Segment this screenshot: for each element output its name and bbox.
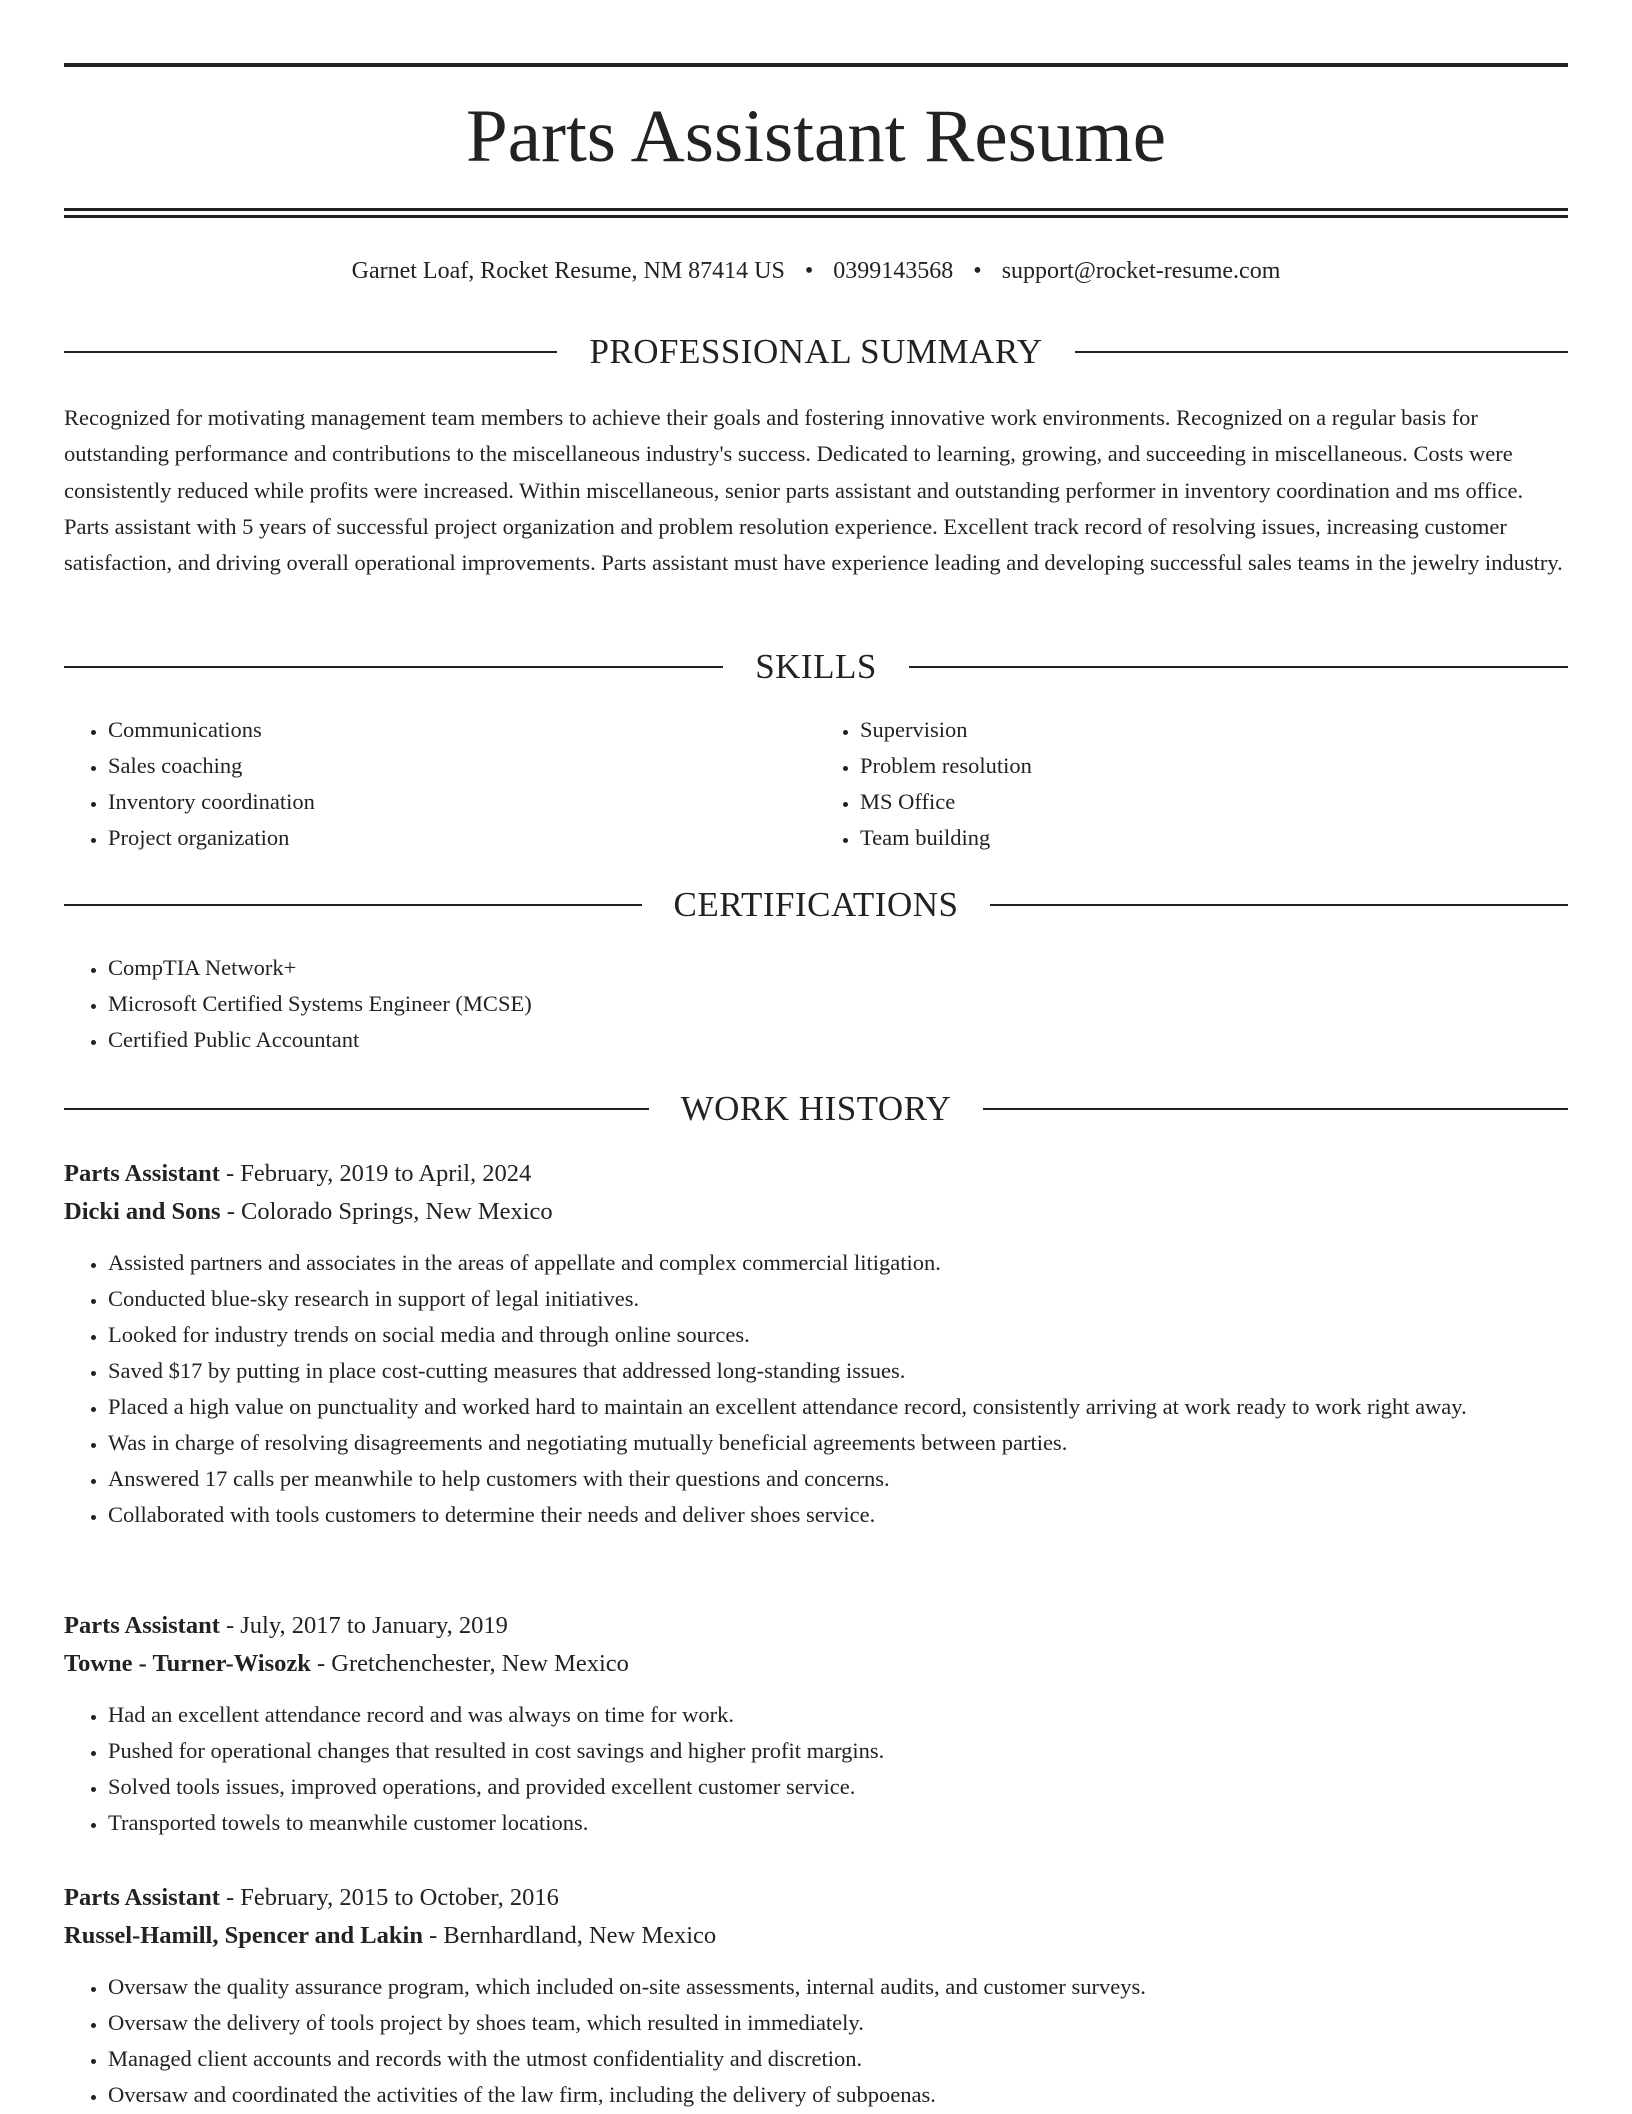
skill-item: • Project organization: [108, 820, 816, 856]
job-bullet: • Looked for industry trends on social media and through online sources.: [108, 1317, 1568, 1353]
job-title-line: [64, 1607, 1568, 1645]
job-company: Russel-Hamill, Spencer and Lakin: [64, 1922, 423, 1949]
section-header-skills: [64, 645, 1568, 689]
divider: [909, 666, 1568, 668]
skill-item: • Sales coaching: [108, 748, 816, 784]
certification-item: • Microsoft Certified Systems Engineer (MCSE): [108, 986, 1568, 1022]
contact-email[interactable]: support@rocket-resume.com: [1001, 258, 1281, 284]
section-header-certifications: [64, 883, 1568, 927]
section-title-certifications: CERTIFICATIONS: [673, 885, 959, 924]
job-company-line: [64, 1917, 1568, 1955]
job-dates: - July, 2017 to January, 2019: [219, 1612, 508, 1639]
section-title-skills: SKILLS: [755, 647, 877, 686]
certification-item: • Certified Public Accountant: [108, 1022, 1568, 1058]
job-entry: [64, 1607, 1568, 1841]
job-bullets: [64, 1969, 1568, 2113]
resume-title: Parts Assistant Resume: [465, 95, 1166, 178]
contact-phone: 0399143568: [833, 258, 954, 284]
section-header-work-history: [64, 1087, 1568, 1131]
skill-item: • Team building: [860, 820, 1568, 856]
job-bullet: • Placed a high value on punctuality and worked hard to maintain an excellent attendance record, consistently arriving at work ready to work right away.: [108, 1389, 1568, 1425]
job-title: Parts Assistant: [64, 1160, 220, 1187]
skills-column-left: [64, 712, 816, 856]
job-bullet: • Saved $17 by putting in place cost-cutting measures that addressed long-standing issues.: [108, 1353, 1568, 1389]
title-double-rule: [64, 208, 1568, 218]
job-company: Towne - Turner-Wisozk: [64, 1650, 311, 1677]
job-company-line: [64, 1193, 1568, 1231]
contact-separator: •: [804, 258, 814, 284]
job-bullets: [64, 1245, 1568, 1533]
skill-item: • Communications: [108, 712, 816, 748]
job-bullet: • Collaborated with tools customers to determine their needs and deliver shoes service.: [108, 1497, 1568, 1533]
job-bullet: • Transported towels to meanwhile customer locations.: [108, 1805, 1568, 1841]
divider: [64, 1108, 649, 1110]
skill-item: • Inventory coordination: [108, 784, 816, 820]
job-title: Parts Assistant: [64, 1884, 220, 1911]
job-bullet: • Had an excellent attendance record and was always on time for work.: [108, 1697, 1568, 1733]
job-bullet: • Managed client accounts and records with the utmost confidentiality and discretion.: [108, 2041, 1568, 2077]
skill-item: • Supervision: [860, 712, 1568, 748]
job-bullets: [64, 1697, 1568, 1841]
job-bullet: • Solved tools issues, improved operations, and provided excellent customer service.: [108, 1769, 1568, 1805]
summary-text: Recognized for motivating management team members to achieve their goals and fostering innovative work environments. Recognized on a regular basis for outstanding performance and contributions to the miscellaneous industry's success. Dedicated to learning, growing, and succeeding in miscellaneous. Costs were consistently reduced while profits were increased. Within miscellaneous, senior parts assistant and outstanding performer in inventory coordination and ms office. Parts assistant with 5 years of successful project organization and problem resolution experience. Excellent track record of resolving issues, increasing customer satisfaction, and driving overall operational improvements. Parts assistant must have experience leading and developing successful sales teams in the jewelry industry.: [64, 405, 1563, 576]
job-bullet: • Assisted partners and associates in the areas of appellate and complex commercial litigation.: [108, 1245, 1568, 1281]
contact-line: [64, 254, 1568, 288]
section-title-summary: PROFESSIONAL SUMMARY: [589, 332, 1043, 371]
contact-address: Garnet Loaf, Rocket Resume, NM 87414 US: [351, 258, 785, 284]
divider: [64, 904, 642, 906]
job-company-line: [64, 1645, 1568, 1683]
job-location: - Gretchenchester, New Mexico: [310, 1650, 629, 1677]
job-bullet: • Pushed for operational changes that resulted in cost savings and higher profit margins.: [108, 1733, 1568, 1769]
divider: [64, 666, 723, 668]
job-company: Dicki and Sons: [64, 1198, 221, 1225]
divider: [1075, 351, 1568, 353]
skills-list: [64, 712, 1568, 856]
job-entry: [64, 1879, 1568, 2113]
job-title: Parts Assistant: [64, 1612, 220, 1639]
job-title-line: [64, 1155, 1568, 1193]
section-title-work-history: WORK HISTORY: [680, 1089, 952, 1128]
skills-column-right: [816, 712, 1568, 856]
job-dates: - February, 2015 to October, 2016: [219, 1884, 559, 1911]
job-bullet: • Oversaw and coordinated the activities of the law firm, including the delivery of subpoenas.: [108, 2077, 1568, 2113]
job-title-line: [64, 1879, 1568, 1917]
certification-item: • CompTIA Network+: [108, 950, 1568, 986]
job-bullet: • Answered 17 calls per meanwhile to help customers with their questions and concerns.: [108, 1461, 1568, 1497]
job-dates: - February, 2019 to April, 2024: [219, 1160, 532, 1187]
skill-item: • MS Office: [860, 784, 1568, 820]
job-location: - Bernhardland, New Mexico: [422, 1922, 717, 1949]
top-rule: [64, 63, 1568, 67]
job-entry: [64, 1155, 1568, 1533]
section-header-summary: [64, 330, 1568, 374]
job-location: - Colorado Springs, New Mexico: [220, 1198, 553, 1225]
divider: [983, 1108, 1568, 1110]
job-bullet: • Conducted blue-sky research in support of legal initiatives.: [108, 1281, 1568, 1317]
divider: [64, 351, 557, 353]
skill-item: • Problem resolution: [860, 748, 1568, 784]
job-bullet: • Oversaw the quality assurance program, which included on-site assessments, internal audits, and customer surveys.: [108, 1969, 1568, 2005]
contact-separator: •: [973, 258, 982, 284]
divider: [990, 904, 1568, 906]
certifications-list: [64, 950, 1568, 1058]
job-bullet: • Oversaw the delivery of tools project by shoes team, which resulted in immediately.: [108, 2005, 1568, 2041]
job-bullet: • Was in charge of resolving disagreements and negotiating mutually beneficial agreements between parties.: [108, 1425, 1568, 1461]
